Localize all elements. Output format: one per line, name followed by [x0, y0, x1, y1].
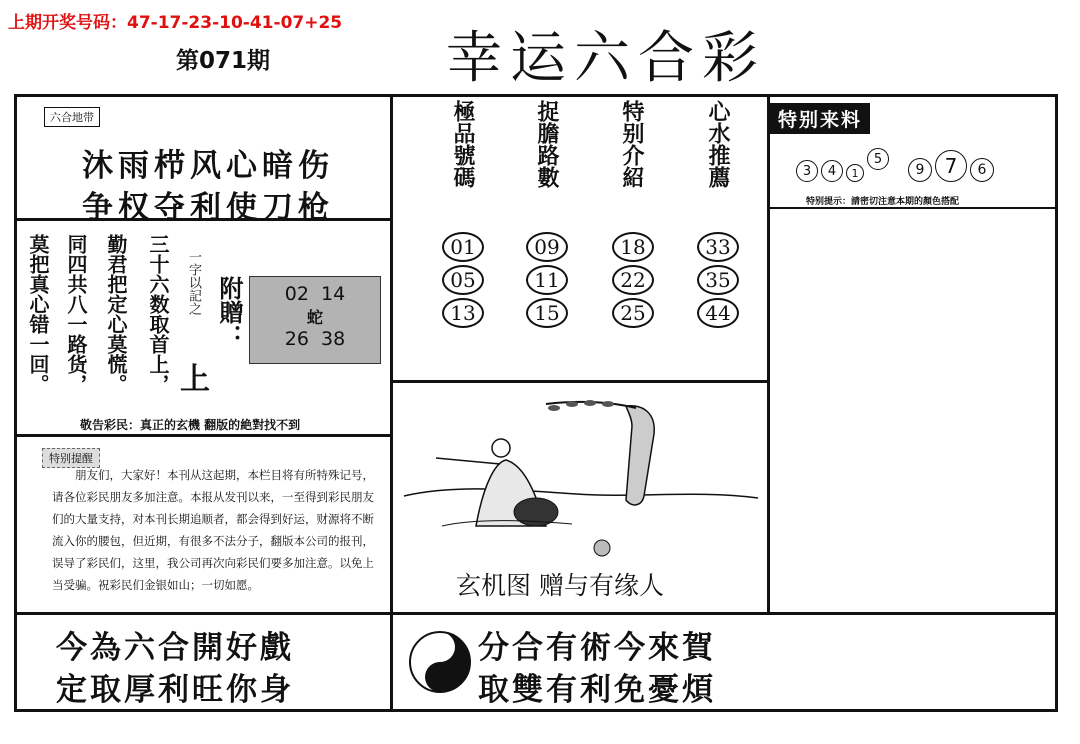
- divider-verse: [16, 434, 391, 437]
- picks-header-2: 捉膽路數: [534, 100, 560, 188]
- pick-number: 18: [612, 232, 654, 262]
- divider-picks: [392, 380, 768, 383]
- gift-label: 附贈：: [215, 276, 244, 348]
- page-title: 幸运六合彩: [446, 26, 766, 91]
- special-hint: 特别提示：請密切注意本期的顏色搭配: [806, 197, 960, 207]
- yin-yang-graphic: [408, 630, 472, 694]
- issue-number: 第071期: [176, 48, 271, 74]
- special-number: 1: [846, 164, 864, 182]
- special-number: 5: [867, 148, 889, 170]
- picks-header-4: 心水推薦: [705, 100, 731, 188]
- pick-number: 11: [526, 265, 568, 295]
- divider-right: [767, 96, 770, 614]
- gift-row-2: 26 38: [284, 328, 346, 350]
- blessing-right-1: 分合有術今來賀: [478, 630, 716, 666]
- pick-number: 25: [612, 298, 654, 328]
- previous-result: 上期开奖号码：47-17-23-10-41-07+25: [8, 13, 343, 33]
- special-number: 3: [796, 160, 818, 182]
- verse-column-4: 莫把真心错一回。: [26, 234, 50, 394]
- sage-illustration: [396, 386, 764, 566]
- divider-bottom: [16, 612, 1058, 615]
- sage-drawing: [396, 386, 764, 566]
- picks-header-1: 極品號碼: [450, 100, 476, 188]
- poem-line-2: 争权夺利使刀枪: [82, 190, 334, 226]
- special-number: 7: [935, 150, 967, 182]
- image-caption: 玄机图 赠与有缘人: [456, 571, 664, 600]
- gift-box: [249, 276, 381, 364]
- gift-zodiac: 蛇: [306, 308, 323, 327]
- verse-column-2: 勤君把定心莫慌。: [104, 234, 128, 394]
- pick-number: 35: [697, 265, 739, 295]
- blessing-right-2: 取雙有利免憂煩: [478, 672, 716, 708]
- pick-number: 01: [442, 232, 484, 262]
- special-number: 6: [970, 158, 994, 182]
- pick-number: 44: [697, 298, 739, 328]
- picks-header-3: 特别介紹: [619, 100, 645, 188]
- special-numbers: [796, 148, 994, 182]
- gift-row-1: 02 14: [284, 283, 346, 305]
- special-number: 9: [908, 158, 932, 182]
- blessing-left-1: 今為六合開好戲: [56, 630, 294, 666]
- pick-number: 15: [526, 298, 568, 328]
- pick-number: 22: [612, 265, 654, 295]
- pick-number: 09: [526, 232, 568, 262]
- divider-left: [390, 96, 393, 710]
- notice-text: 朋友们，大家好！本刊从这起期，本栏目将有所特殊记号，请各位彩民朋友多加注意。本报从发刊以来，一至得到彩民朋友们的大量支持，对本刊长期追顺者，都会得到好运，财源将不断流入你的腰包，但近期，有很多不法分子，翻版本公司的报刊，误导了彩民们，这里，我公司再次向彩民们要多加注意。以免上当受骗。祝彩民们金银如山；一切如愿。: [52, 468, 374, 592]
- verse-hint-char: 上: [180, 362, 210, 397]
- verse-notice: 敬告彩民：真正的玄機 翻版的絶對找不到: [80, 418, 301, 432]
- special-underline: [768, 207, 1058, 209]
- notice-tag: 特别提醒: [42, 448, 100, 468]
- poem-tag: 六合地带: [44, 107, 100, 127]
- pick-number: 13: [442, 298, 484, 328]
- blessing-left-2: 定取厚利旺你身: [56, 672, 294, 708]
- verse-column-1: 三十六数取首上，: [146, 234, 170, 394]
- special-number: 4: [821, 160, 843, 182]
- yin-yang-icon: [408, 630, 472, 694]
- verse-hint: 一字以記之: [186, 250, 201, 315]
- special-label: 特别来料: [770, 103, 870, 134]
- verse-column-3: 同四共八一路货，: [64, 234, 88, 394]
- poem-line-1: 沐雨栉风心暗伤: [82, 148, 334, 184]
- pick-number: 33: [697, 232, 739, 262]
- pick-number: 05: [442, 265, 484, 295]
